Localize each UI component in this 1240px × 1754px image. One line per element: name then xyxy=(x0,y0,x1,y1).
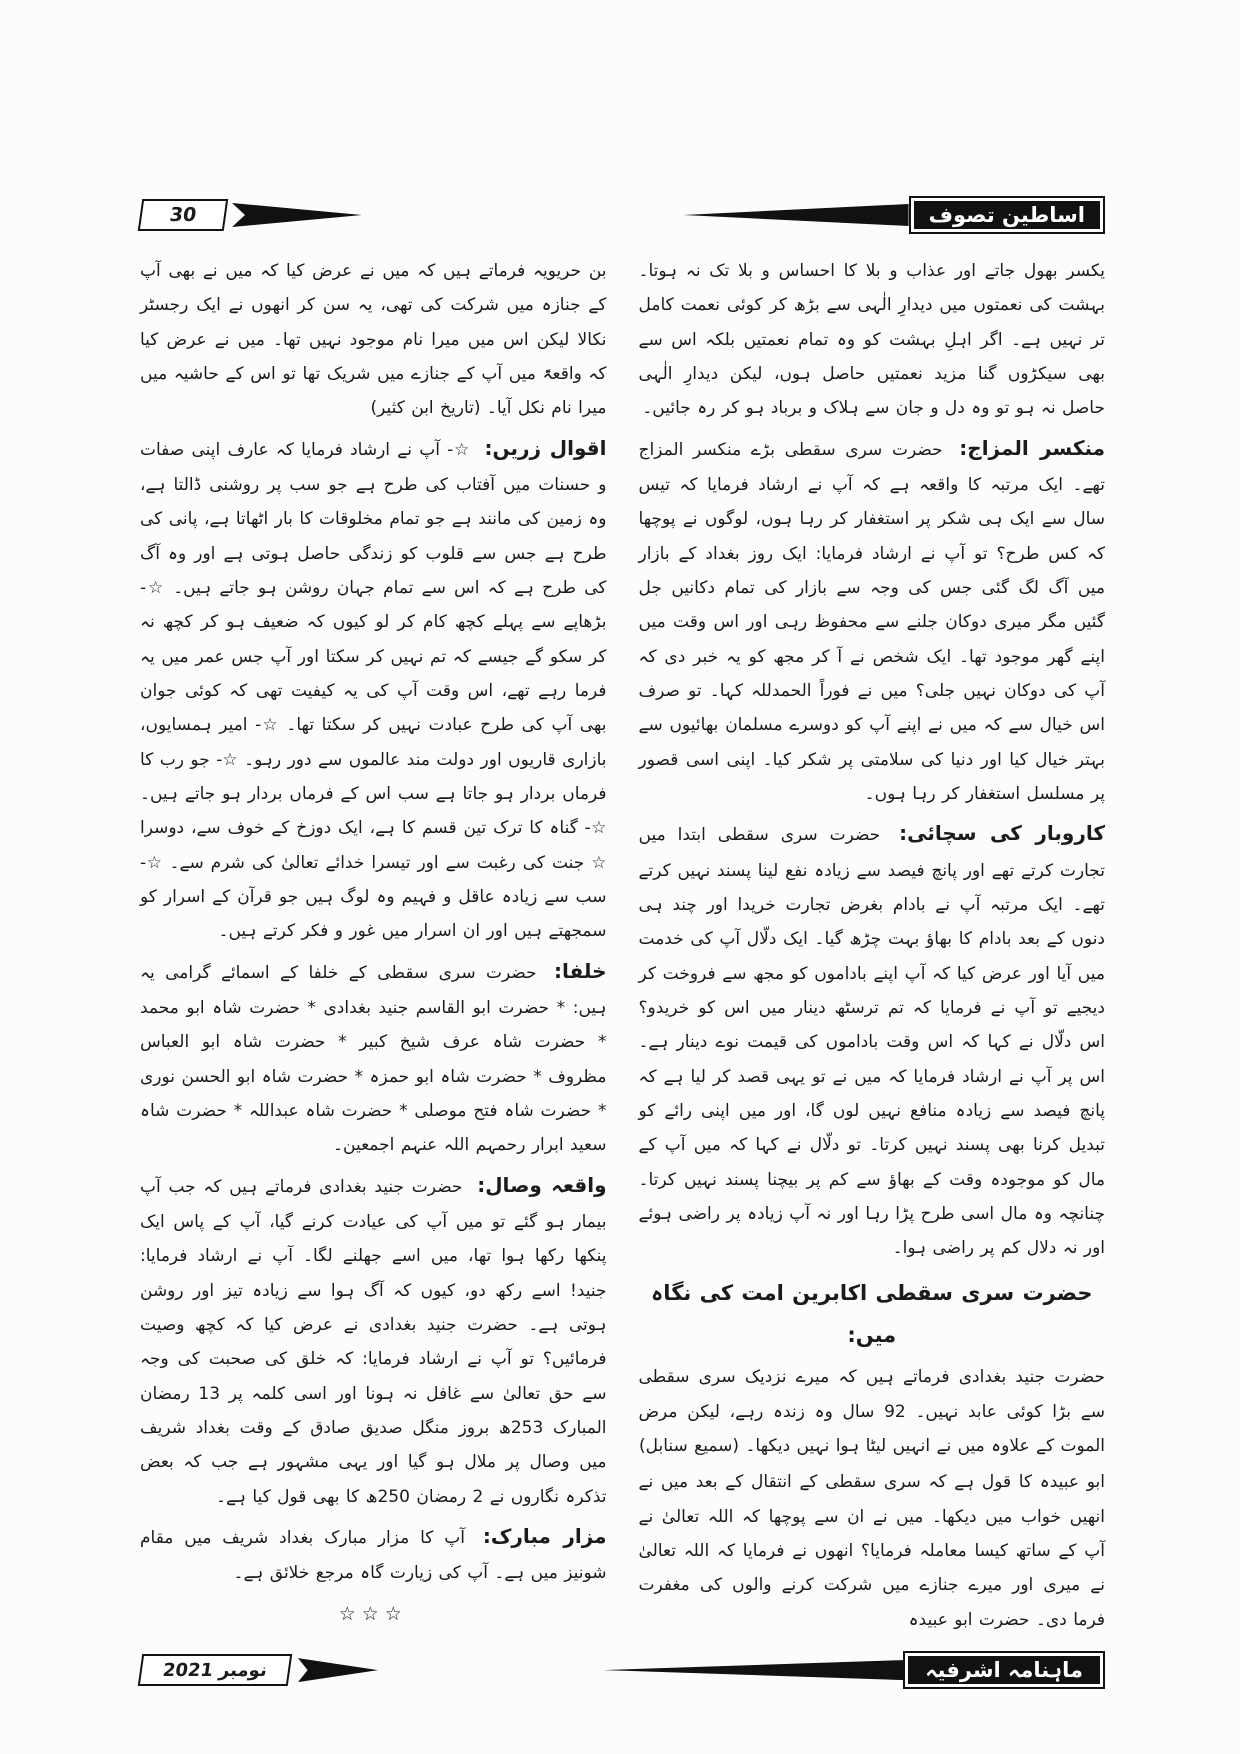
paragraph-text: بن حریویہ فرماتے ہیں کہ میں نے عرض کیا کہ میں نے بھی آپ کے جنازہ میں شرکت کی تھی، یہ سن کر انھوں نے ایک رجسٹر نکالا لیکن اس میں میرا نام موجود نہیں تھا۔ میں نے عرض کیا کہ واقعۃً میں آپ کے جنازے میں شریک تھا تو اس کے حاشیہ میں میرا نام نکل آیا۔ (تاریخ ابن کثیر) xyxy=(140,261,607,419)
run-in-heading: کاروبار کی سچائی: xyxy=(899,821,1106,846)
paragraph xyxy=(140,951,607,1163)
paragraph-text: یکسر بھول جاتے اور عذاب و بلا کا احساس و بلا تک نہ ہوتا۔ بہشت کی نعمتوں میں دیدارِ الٰہی سے بڑھ کر کوئی نعمت کامل تر نہیں ہے۔ اگر اہلِ بہشت کو وہ تمام نعمتیں بلکہ اس سے بھی سیکڑوں گنا مزید نعمتیں حاصل ہوں، لیکن دیدارِ الٰہی حاصل نہ ہو تو وہ دل و جان سے ہلاک و برباد ہو کر رہ جائیں۔ xyxy=(638,261,1105,419)
page-header xyxy=(140,196,1105,234)
banner-tail-shape xyxy=(684,204,909,226)
star-divider: ☆☆☆ xyxy=(338,1602,408,1625)
paragraph xyxy=(639,254,1106,426)
column-right xyxy=(639,254,1106,1639)
header-arrow-shape xyxy=(232,203,362,227)
footer-arrow-shape xyxy=(298,1658,378,1682)
run-in-heading: خلفا: xyxy=(554,958,607,983)
magazine-banner xyxy=(603,1651,1105,1689)
paragraph-text: حضرت سری سقطی ابتدا میں تجارت کرتے تھے اور پانچ فیصد سے زیادہ نفع لینا پسند نہیں کرتے تھے۔ ایک مرتبہ آپ نے بادام بغرض تجارت خریدا اور چند ہی دنوں کے بعد بادام کا بھاؤ بہت چڑھ گیا۔ ایک دلّال آپ کی خدمت میں آیا اور عرض کیا کہ آپ اپنے باداموں کو مجھ سے فروخت کر دیجیے تو آپ نے فرمایا کہ تم ترسٹھ دینار میں اس کو خریدو؟ اس دلّال نے کہا کہ اس وقت باداموں کی قیمت نوے دینار ہے۔ اس پر آپ نے ارشاد فرمایا کہ میں نے تو یہی قصد کر لیا ہے کہ پانچ فیصد سے زیادہ منافع نہیں لوں گا، اور میں اپنی رائے کو تبدیل کرنا بھی پسند نہیں کرتا۔ تو دلّال نے کہا کہ میں آپ کے مال کو موجودہ وقت کے بھاؤ سے کم پر بیچنا پسند نہیں کرتا۔ چنانچہ وہ مال اسی طرح پڑا رہا اور نہ آپ زیادہ پر راضی ہوئے اور نہ دلال کم پر راضی ہوا۔ xyxy=(638,825,1105,1259)
paragraph-text: آپ کا مزار مبارک بغداد شریف میں مقام شونیز میں ہے۔ آپ کی زیارت گاہ مرجع خلائق ہے۔ xyxy=(140,1528,607,1584)
section-title: اساطین تصوف xyxy=(909,196,1105,234)
magazine-title: ماہنامہ اشرفیہ xyxy=(903,1651,1105,1689)
paragraph xyxy=(639,428,1106,812)
paragraph-text: حضرت سری سقطی بڑے منکسر المزاج تھے۔ ایک مرتبہ کا واقعہ ہے کہ آپ نے ارشاد فرمایا کہ تیس سال سے ایک ہی شکر پر استغفار کر رہا ہوں، لوگوں نے پوچھا کہ کس طرح؟ تو آپ نے ارشاد فرمایا: ایک روز بغداد کے بازار میں آگ لگ گئی جس کی وجہ سے بازار کی تمام دکانیں جل گئیں مگر میری دوکان جلنے سے محفوظ رہی اور اس وقت میں اپنے گھر موجود تھا۔ ایک شخص نے آ کر مجھ کو یہ خبر دی کہ آپ کی دوکان نہیں جلی؟ میں نے فوراً الحمدللہ کہا۔ تو صرف اس خیال سے کہ میں نے اپنے آپ کو دوسرے مسلمان بھائیوں سے بہتر خیال کیا اور دنیا کی سلامتی پر شکر کیا۔ اپنی اسی قصور پر مسلسل استغفار کر رہا ہوں۔ xyxy=(638,439,1105,804)
run-in-heading: واقعہ وصال: xyxy=(477,1172,607,1197)
column-left xyxy=(140,254,607,1635)
paragraph-text: ابو عبیدہ کا قول ہے کہ سری سقطی کے انتقال کے بعد میں نے انھیں خواب میں دیکھا۔ میں نے ان سے پوچھا کہ اللہ تعالیٰ نے آپ کے ساتھ کیسا معاملہ فرمایا؟ انھوں نے فرمایا کہ اللہ تعالیٰ نے میری اور میرے جنازے میں شرکت کرنے والوں کی مغفرت فرما دی۔ حضرت ابو عبیدہ xyxy=(638,1472,1105,1630)
run-in-heading: مزار مبارک: xyxy=(482,1524,607,1548)
section-banner xyxy=(684,196,1105,234)
run-in-heading: اقوال زریں: xyxy=(484,435,607,460)
paragraph-text: حضرت جنید بغدادی فرماتے ہیں کہ جب آپ بیمار ہو گئے تو میں آپ کی عیادت کرنے گیا، آپ کے پاس ایک پنکھا رکھا ہوا تھا، میں اسے جھلنے لگا۔ آپ نے ارشاد فرمایا: جنید! اسے رکھ دو، کیوں کہ آگ ہوا سے زیادہ تیز اور روشن ہوتی ہے۔ حضرت جنید بغدادی نے عرض کیا کہ کچھ وصیت فرمائیں؟ تو آپ نے ارشاد فرمایا: کہ خلق کی صحبت کی وجہ سے حق تعالیٰ سے غافل نہ ہونا اور اسی کلمہ پر 13 رمضان المبارک 253ھ بروز منگل صدیق صادق کے وقت بغداد شریف میں وصال پر ملال ہو گیا اور یہی مشہور ہے جب کہ بعض تذکرہ نگاروں نے 2 رمضان 250ھ کا بھی قول کیا ہے۔ xyxy=(140,1176,607,1507)
paragraph xyxy=(140,254,607,426)
paragraph xyxy=(639,813,1106,1265)
page-number: 30 xyxy=(138,199,228,231)
paragraph xyxy=(140,428,607,949)
issue-date: نومبر 2021 xyxy=(138,1654,292,1686)
paragraph xyxy=(639,1465,1106,1637)
section-heading: حضرت سری سقطی اکابرین امت کی نگاہ میں: xyxy=(651,1280,1093,1348)
run-in-heading: منکسر المزاج: xyxy=(959,435,1105,460)
paragraph-text: ☆- آپ نے ارشاد فرمایا کہ عارف اپنی صفات و حسنات میں آفتاب کی طرح ہے جو سب پر روشنی ڈالتا ہے، وہ زمین کی مانند ہے جو تمام مخلوقات کا بار اٹھاتا ہے، پانی کی طرح ہے جس سے قلوب کو زندگی حاصل ہوتی ہے اور وہ آگ کی طرح ہے کہ اس سے تمام جہان روشن ہو جاتے ہیں۔ ☆- بڑھاپے سے پہلے کچھ کام کر لو کیوں کہ ضعیف ہو کر کچھ نہ کر سکو گے جیسے کہ تم نہیں کر سکتا اور آپ جس عمر میں یہ فرما رہے تھے، اس وقت آپ کی یہ کیفیت تھی کہ کوئی جوان بھی آپ کی طرح عبادت نہیں کر سکتا تھا۔ ☆- امیر ہمسایوں، بازاری قاریوں اور دولت مند عالموں سے دور رہو۔ ☆- جو رب کا فرماں بردار ہو جاتا ہے سب اس کے فرماں بردار ہو جاتے ہیں۔ ☆- گناہ کا ترک تین قسم کا ہے، ایک دوزخ کے خوف سے، دوسرا ☆ جنت کی رغبت سے اور تیسرا خدائے تعالیٰ کی شرم سے۔ ☆- سب سے زیادہ عاقل و فہیم وہ لوگ ہیں جو قرآن کے اسرار کو سمجھتے ہیں اور ان اسرار میں غور و فکر کرتے ہیں۔ xyxy=(140,439,607,942)
paragraph xyxy=(140,1516,607,1591)
page-footer xyxy=(140,1651,1105,1689)
paragraph xyxy=(639,1360,1106,1463)
paragraph-text: حضرت سری سقطی کے خلفا کے اسمائے گرامی یہ ہیں: * حضرت ابو القاسم جنید بغدادی * حضرت شاہ ابو محمد * حضرت شاہ عرف شیخ کبیر * حضرت شاہ ابو العباس مظروف * حضرت شاہ ابو حمزہ * حضرت شاہ ابو الحسن نوری * حضرت شاہ فتح موصلی * حضرت شاہ عبداللہ * حضرت شاہ سعید ابرار رحمہم اللہ عنہم اجمعین۔ xyxy=(140,962,607,1156)
footer-tail-shape xyxy=(603,1660,903,1680)
paragraph-text: حضرت جنید بغدادی فرماتے ہیں کہ میرے نزدیک سری سقطی سے بڑا کوئی عابد نہیں۔ 92 سال وہ زندہ رہے، لیکن مرض الموت کے علاوہ میں نے انہیں لیٹا ہوا نہیں دیکھا۔ (سمیع سنابل) xyxy=(638,1367,1105,1457)
article-body xyxy=(140,254,1105,1639)
paragraph xyxy=(140,1165,607,1514)
